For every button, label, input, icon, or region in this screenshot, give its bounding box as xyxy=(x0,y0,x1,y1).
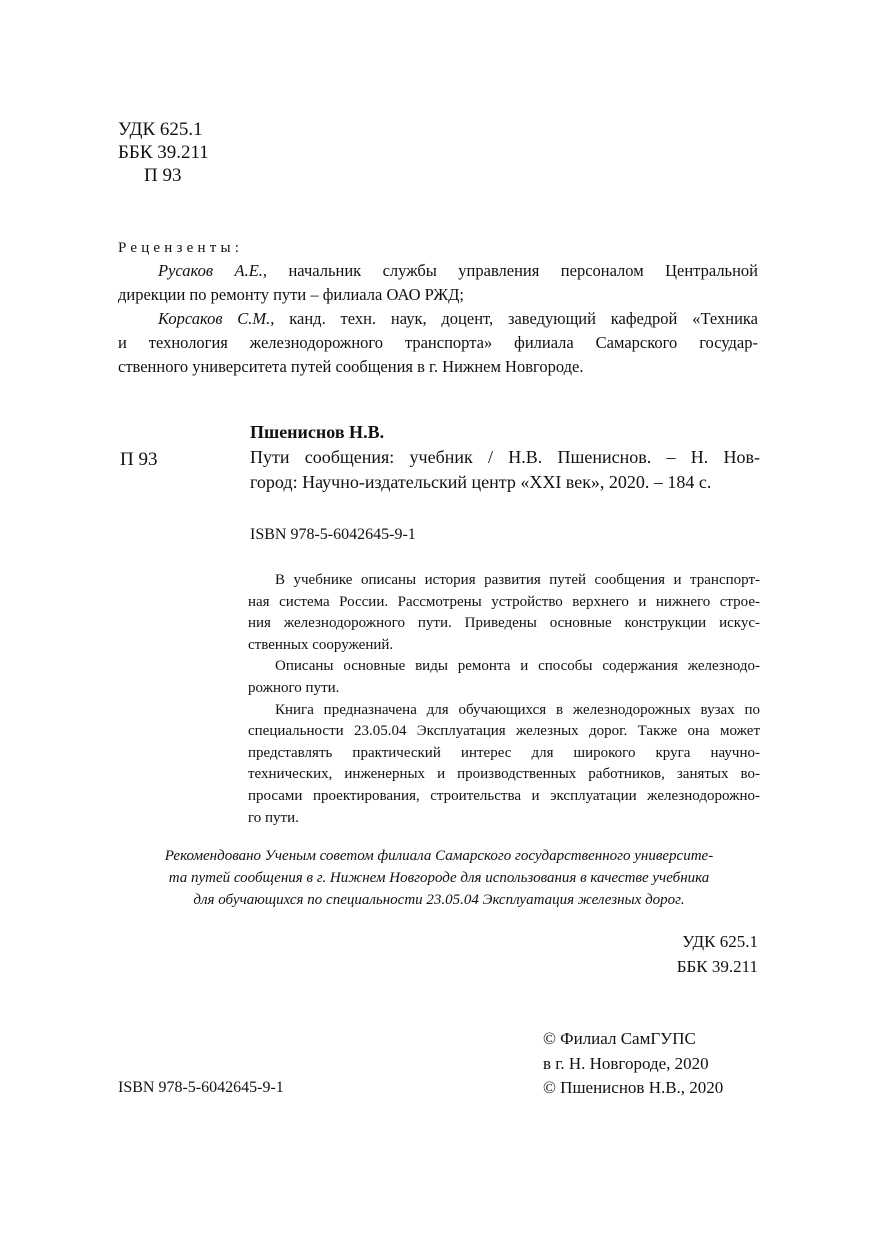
footer-bbk: ББК 39.211 xyxy=(676,957,758,976)
reviewer-2-line3: ственного университета путей сообщения в г. Нижнем Новгороде. xyxy=(118,357,584,376)
bib-title-line1: Пути сообщения: учебник / Н.В. Пшениснов. – Н. Нов- xyxy=(250,447,760,467)
copyright-line2: в г. Н. Новгороде, 2020 xyxy=(543,1053,709,1073)
annotation-p3-l5: просами проектирования, строительства и эксплуатации железнодорожно- xyxy=(248,787,760,804)
reviewer-2-line1: Корсаков С.М., канд. техн. наук, доцент, заведующий кафедрой «Техника xyxy=(158,309,758,328)
annotation-p3-l2: специальности 23.05.04 Эксплуатация железных дорог. Также она может xyxy=(248,723,760,740)
annotation-p1-l3: ния железнодорожного пути. Приведены основные конструкции искус- xyxy=(248,615,760,632)
reviewers-block xyxy=(118,237,758,379)
copyright-line1: © Филиал СамГУПС xyxy=(543,1029,696,1048)
copyright-block xyxy=(543,1027,723,1101)
footer-isbn: ISBN 978-5-6042645-9-1 xyxy=(118,1079,284,1096)
recommendation xyxy=(118,845,760,911)
reviewer-1-name: Русаков А.Е., xyxy=(158,261,268,280)
annotation-p2-l2: рожного пути. xyxy=(248,679,340,696)
annotation-p3-l1: Книга предназначена для обучающихся в железнодорожных вузах по xyxy=(275,701,760,718)
bib-title-line2: город: Научно-издательский центр «XXI век», 2020. – 184 с. xyxy=(250,472,712,492)
annotation-p3-l4: технических, инженерных и производственных работников, занятых во- xyxy=(248,766,760,783)
recommendation-line1: Рекомендовано Ученым советом филиала Самарского государственного университе- xyxy=(164,848,714,864)
reviewer-1-line1: Русаков А.Е., начальник службы управления персоналом Центральной xyxy=(158,261,758,280)
header-codes xyxy=(118,118,209,187)
footer-codes xyxy=(560,929,758,979)
bib-author-mark: П 93 xyxy=(120,449,158,470)
udk-code: УДК 625.1 xyxy=(118,119,203,140)
author-mark: П 93 xyxy=(144,165,182,186)
reviewer-2-name: Корсаков С.М., xyxy=(158,309,275,328)
recommendation-line3: для обучающихся по специальности 23.05.04 Эксплуатация железных дорог. xyxy=(193,892,685,908)
annotation-p3-l3: представлять практический интерес для широкого круга научно- xyxy=(248,744,760,761)
reviewers-label: Рецензенты: xyxy=(118,240,244,256)
footer-udk: УДК 625.1 xyxy=(682,932,758,951)
recommendation-line2: та путей сообщения в г. Нижнем Новгороде для использования в качестве учебника xyxy=(168,870,710,886)
bbk-code: ББК 39.211 xyxy=(118,142,209,163)
bib-author: Пшениснов Н.В. xyxy=(250,422,385,442)
reviewer-2-line2: и технология железнодорожного транспорта» филиала Самарского государ- xyxy=(118,333,758,352)
annotation-p3-l6: го пути. xyxy=(248,809,299,826)
annotation-p1-l4: ственных сооружений. xyxy=(248,636,394,653)
copyright-line3: © Пшениснов Н.В., 2020 xyxy=(543,1078,724,1097)
bib-isbn: ISBN 978-5-6042645-9-1 xyxy=(250,526,416,543)
reviewer-1-line2: дирекции по ремонту пути – филиала ОАО РЖД; xyxy=(118,285,464,304)
annotation-p1-l2: ная система России. Рассмотрены устройство верхнего и нижнего строе- xyxy=(248,593,760,610)
annotation-p1-l1: В учебнике описаны история развития путей сообщения и транспорт- xyxy=(275,572,760,588)
bibliographic-entry xyxy=(250,420,760,547)
annotation xyxy=(248,570,760,829)
annotation-p2-l1: Описаны основные виды ремонта и способы содержания железнодо- xyxy=(275,658,760,675)
